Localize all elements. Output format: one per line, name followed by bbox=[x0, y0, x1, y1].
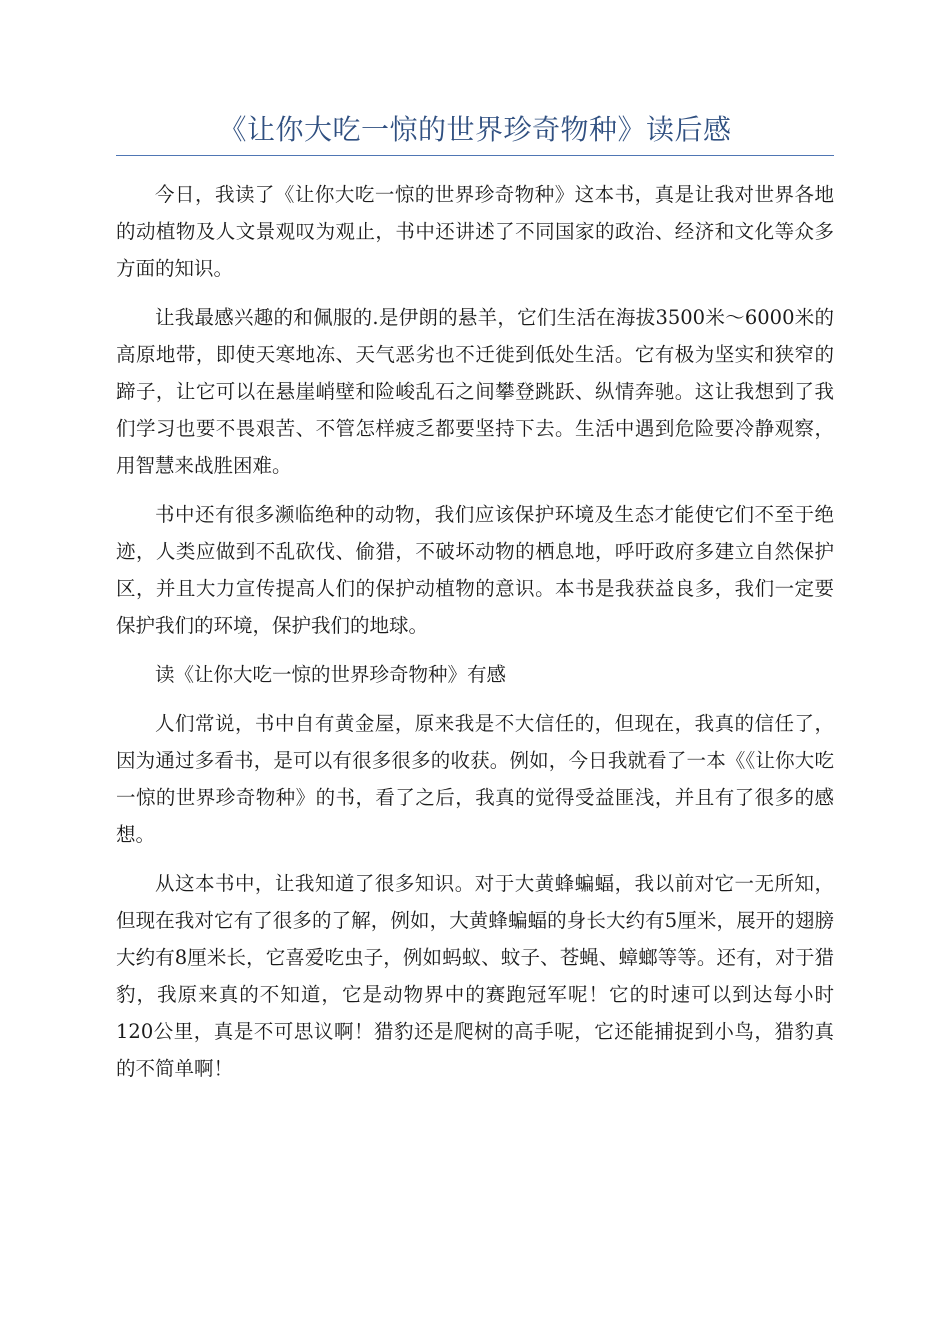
paragraph-reading: 人们常说，书中自有黄金屋，原来我是不大信任的，但现在，我真的信任了，因为通过多看书，是可以有很多很多的收获。例如，今日我就看了一本《《让你大吃一惊的世界珍奇物种》的书，看了之后，我真的觉得受益匪浅，并且有了很多的感想。 bbox=[116, 712, 834, 846]
paragraph-endangered: 书中还有很多濒临绝种的动物，我们应该保护环境及生态才能使它们不至于绝迹，人类应做到不乱砍伐、偷猎，不破坏动物的栖息地，呼吁政府多建立自然保护区，并且大力宣传提高人们的保护动植物的意识。本书是我获益良多，我们一定要保护我们的环境，保护我们的地球。 bbox=[116, 503, 834, 637]
document-title: 《让你大吃一惊的世界珍奇物种》读后感 bbox=[218, 113, 732, 146]
title-underline-rule bbox=[116, 155, 834, 156]
paragraph-knowledge: 从这本书中，让我知道了很多知识。对于大黄蜂蝙蝠，我以前对它一无所知，但现在我对它有了很多的了解，例如，大黄蜂蝙蝠的身长大约有5厘米，展开的翅膀大约有8厘米长，它喜爱吃虫子，例如蚂蚁、蚊子、苍蝇、蟑螂等等。还有，对于猎豹，我原来真的不知道，它是动物界中的赛跑冠军呢！它的时速可以到达每小时120公里，真是不可思议啊！猎豹还是爬树的高手呢，它还能捕捉到小鸟，猎豹真的不简单啊！ bbox=[116, 872, 834, 1080]
paragraph-ibex: 让我最感兴趣的和佩服的.是伊朗的悬羊，它们生活在海拔3500米～6000米的高原地带，即使天寒地冻、天气恶劣也不迁徙到低处生活。它有极为坚实和狭窄的蹄子，让它可以在悬崖峭壁和险峻乱石之间攀登跳跃、纵情奔驰。这让我想到了我们学习也要不畏艰苦、不管怎样疲乏都要坚持下去。生活中遇到危险要冷静观察，用智慧来战胜困难。 bbox=[116, 306, 834, 477]
paragraph-intro: 今日，我读了《让你大吃一惊的世界珍奇物种》这本书，真是让我对世界各地的动植物及人文景观叹为观止，书中还讲述了不同国家的政治、经济和文化等众多方面的知识。 bbox=[116, 183, 834, 280]
section-heading: 读《让你大吃一惊的世界珍奇物种》有感 bbox=[155, 663, 507, 686]
title-block bbox=[116, 108, 834, 156]
document-body bbox=[116, 176, 834, 1099]
